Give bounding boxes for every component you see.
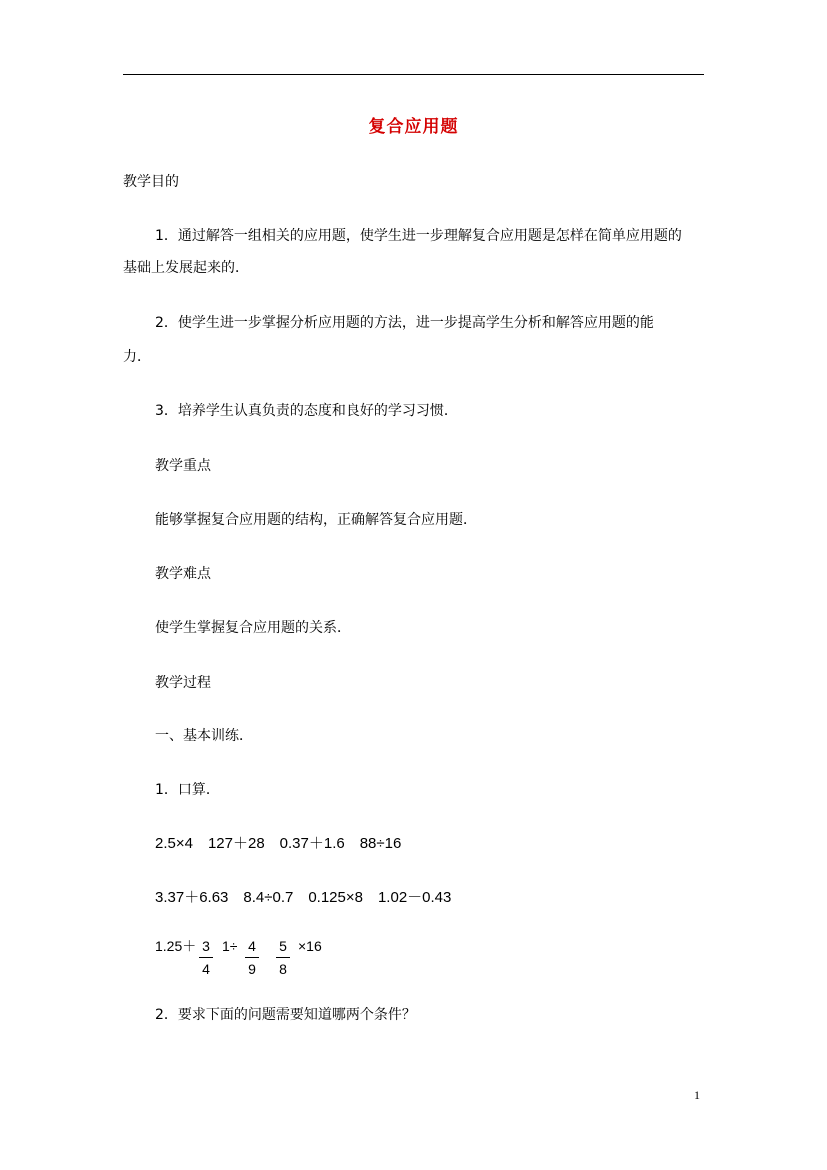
document-title: 复合应用题 <box>368 117 459 137</box>
section-heading-key-points: 教学重点 <box>155 458 211 474</box>
objective-2-line-1: 2．使学生进一步掌握分析应用题的方法，进一步提高学生分析和解答应用题的能 <box>155 315 654 331</box>
header-rule <box>123 74 704 75</box>
objective-3: 3．培养学生认真负责的态度和良好的学习习惯． <box>155 403 458 419</box>
fraction-denominator: 9 <box>248 961 256 977</box>
question-2: 2．要求下面的问题需要知道哪两个条件？ <box>155 1007 416 1023</box>
section-heading-objectives: 教学目的 <box>123 174 179 190</box>
calc-row-1: 2.5×4 127＋28 0.37＋1.6 88÷16 <box>155 835 402 852</box>
calc-row-3-mid: 1÷ <box>222 938 238 954</box>
objective-1-line-2: 基础上发展起来的． <box>123 260 249 276</box>
objective-1-line-1: 1．通过解答一组相关的应用题，使学生进一步理解复合应用题是怎样在简单应用题的 <box>155 228 682 244</box>
section-heading-difficulties: 教学难点 <box>155 566 211 582</box>
fraction-bar <box>276 957 290 958</box>
fraction-numerator: 3 <box>202 938 210 954</box>
fraction-5-8 <box>276 936 290 979</box>
oral-calculation-heading: 1．口算． <box>155 782 220 798</box>
objective-2-line-2: 力． <box>123 349 151 365</box>
fraction-bar <box>245 957 259 958</box>
fraction-3-4 <box>199 936 213 979</box>
fraction-numerator: 5 <box>279 938 287 954</box>
page-number: 1 <box>694 1088 700 1102</box>
fraction-bar <box>199 957 213 958</box>
calc-row-2: 3.37＋6.63 8.4÷0.7 0.125×8 1.02－0.43 <box>155 889 452 906</box>
fraction-4-9 <box>245 936 259 979</box>
part-one-heading: 一、基本训练． <box>155 728 253 744</box>
fraction-denominator: 4 <box>202 961 210 977</box>
fraction-numerator: 4 <box>248 938 256 954</box>
difficulties-text: 使学生掌握复合应用题的关系． <box>155 620 351 636</box>
calc-row-3-prefix: 1.25＋ <box>155 938 197 954</box>
fraction-denominator: 8 <box>279 961 287 977</box>
calc-row-3-suffix: ×16 <box>298 938 322 954</box>
key-points-text: 能够掌握复合应用题的结构，正确解答复合应用题． <box>155 512 477 528</box>
section-heading-process: 教学过程 <box>155 675 211 691</box>
